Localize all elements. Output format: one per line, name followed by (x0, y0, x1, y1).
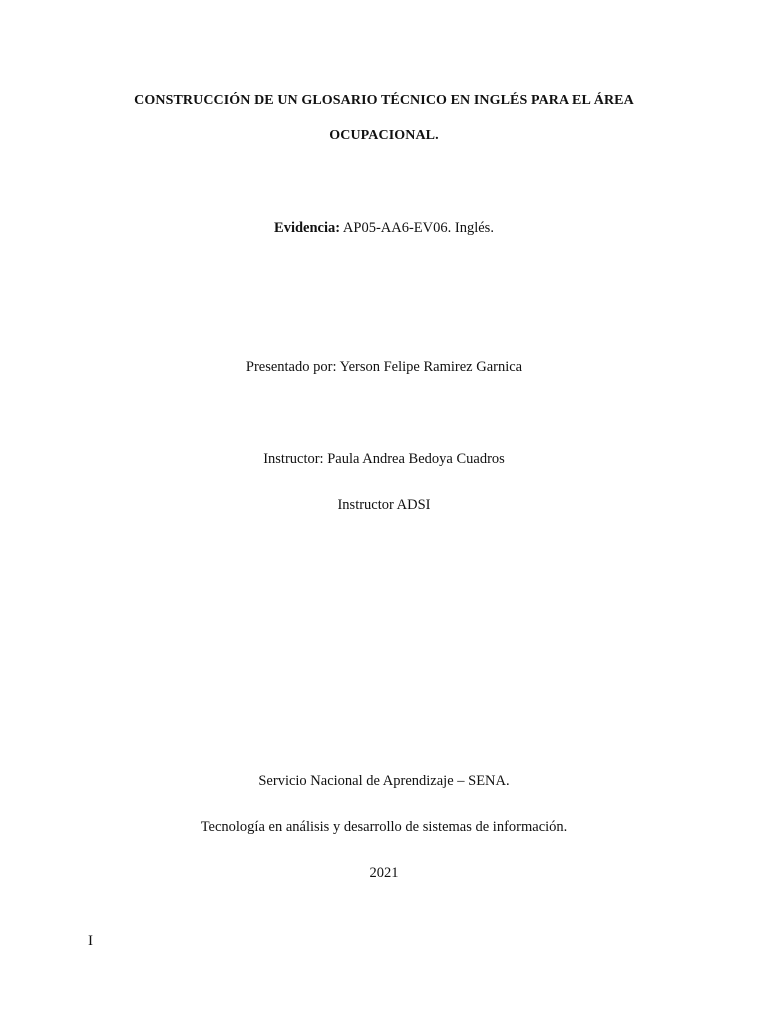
title-line-1: CONSTRUCCIÓN DE UN GLOSARIO TÉCNICO EN INGLÉS PARA EL ÁREA (134, 93, 634, 108)
program-name: Tecnología en análisis y desarrollo de sistemas de información. (200, 819, 568, 835)
instructor-name: Instructor: Paula Andrea Bedoya Cuadros (263, 451, 505, 467)
evidence-label: Evidencia: (274, 220, 341, 236)
title-line-2: OCUPACIONAL. (329, 128, 439, 143)
evidence-value: AP05-AA6-EV06. Inglés. (340, 220, 494, 236)
instructor-role: Instructor ADSI (337, 497, 431, 513)
institution-name: Servicio Nacional de Aprendizaje – SENA. (258, 773, 510, 789)
evidence-line (0, 219, 768, 237)
document-year: 2021 (369, 865, 399, 881)
page-number: I (88, 933, 93, 949)
presented-by: Presentado por: Yerson Felipe Ramirez Garnica (245, 359, 523, 375)
